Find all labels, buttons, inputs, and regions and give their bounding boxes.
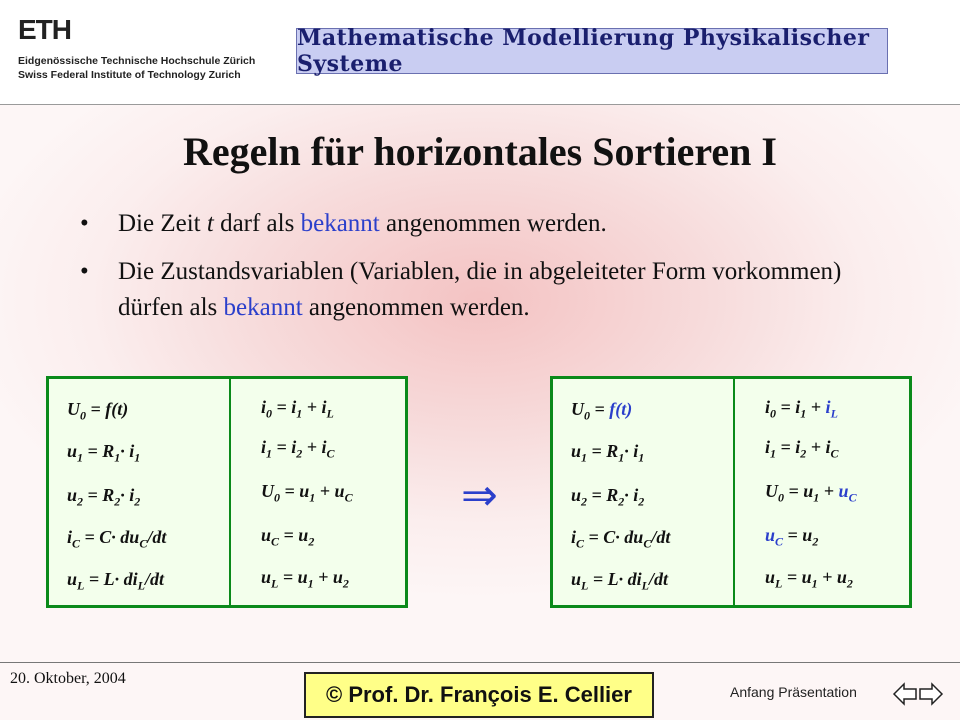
footer-divider — [0, 662, 960, 663]
equation: $i_C = C\cdot du_C/dt$ — [571, 527, 671, 551]
equation: $U_0 = u_1 + u_C$ — [765, 481, 857, 505]
course-banner: Mathematische Modellierung Physikalischer Systeme — [296, 28, 888, 74]
column-divider — [733, 379, 735, 605]
bullet-text: angenommen werden. — [379, 210, 607, 237]
bullet-text: darf als — [213, 210, 301, 237]
slide-title: Regeln für horizontales Sortieren I — [182, 129, 777, 174]
equation: $i_1 = i_2 + i_C$ — [261, 437, 335, 461]
equation: $i_C = C\cdot du_C/dt$ — [67, 527, 167, 551]
equation: $u_2 = R_2\cdot i_2$ — [571, 485, 645, 509]
back-arrow-icon[interactable] — [894, 684, 916, 704]
equation: $u_C = u_2$ — [261, 525, 315, 549]
equation: $u_2 = R_2\cdot i_2$ — [67, 485, 141, 509]
header-bar — [0, 0, 960, 105]
bullet-list — [80, 206, 900, 338]
equation: $i_1 = i_2 + i_C$ — [765, 437, 839, 461]
eth-logo: ETH — [18, 14, 71, 45]
equation: $U_0 = f(t)$ — [67, 399, 129, 423]
equation: $U_0 = u_1 + u_C$ — [261, 481, 353, 505]
presentation-date: 20. Oktober, 2004 — [10, 670, 126, 687]
equation: $i_0 = i_1 + i_L$ — [261, 397, 334, 421]
column-divider — [229, 379, 231, 605]
equations-box-after — [550, 376, 912, 608]
author-box: © Prof. Dr. François E. Cellier — [304, 672, 654, 718]
eth-name-german: Eidgenössische Technische Hochschule Zürich — [18, 55, 256, 67]
eth-name-english: Swiss Federal Institute of Technology Zurich — [18, 69, 241, 81]
equation: $u_1 = R_1\cdot i_1$ — [67, 441, 141, 465]
equation: $u_L = L\cdot di_L/dt$ — [571, 569, 668, 593]
bullet-item — [80, 206, 900, 242]
bullet-text: Die Zustandsvariablen (Variablen, die in abgeleiteter Form vorkommen) dürfen als — [118, 258, 842, 321]
equations-box-before — [46, 376, 408, 608]
bullet-text: Die Zeit — [118, 210, 207, 237]
bullet-text: angenommen werden. — [302, 294, 530, 321]
highlight-word: bekannt — [300, 210, 380, 237]
bullet-item — [80, 254, 900, 326]
bullet-symbol: • — [80, 258, 89, 285]
time-variable: t — [206, 210, 214, 237]
equation: $u_L = u_1 + u_2$ — [261, 567, 349, 591]
nav-arrows[interactable] — [892, 680, 944, 708]
equation: $u_C = u_2$ — [765, 525, 819, 549]
equation: $u_L = L\cdot di_L/dt$ — [67, 569, 164, 593]
equation: $i_0 = i_1 + i_L$ — [765, 397, 838, 421]
equation: $u_1 = R_1\cdot i_1$ — [571, 441, 645, 465]
start-presentation-link[interactable]: Anfang Präsentation — [730, 684, 857, 700]
bullet-symbol: • — [80, 210, 89, 237]
equation: $U_0 = f(t)$ — [571, 399, 633, 423]
equation: $u_L = u_1 + u_2$ — [765, 567, 853, 591]
highlight-word: bekannt — [223, 294, 303, 321]
implies-arrow: ⇒ — [461, 470, 498, 521]
forward-arrow-icon[interactable] — [920, 684, 942, 704]
